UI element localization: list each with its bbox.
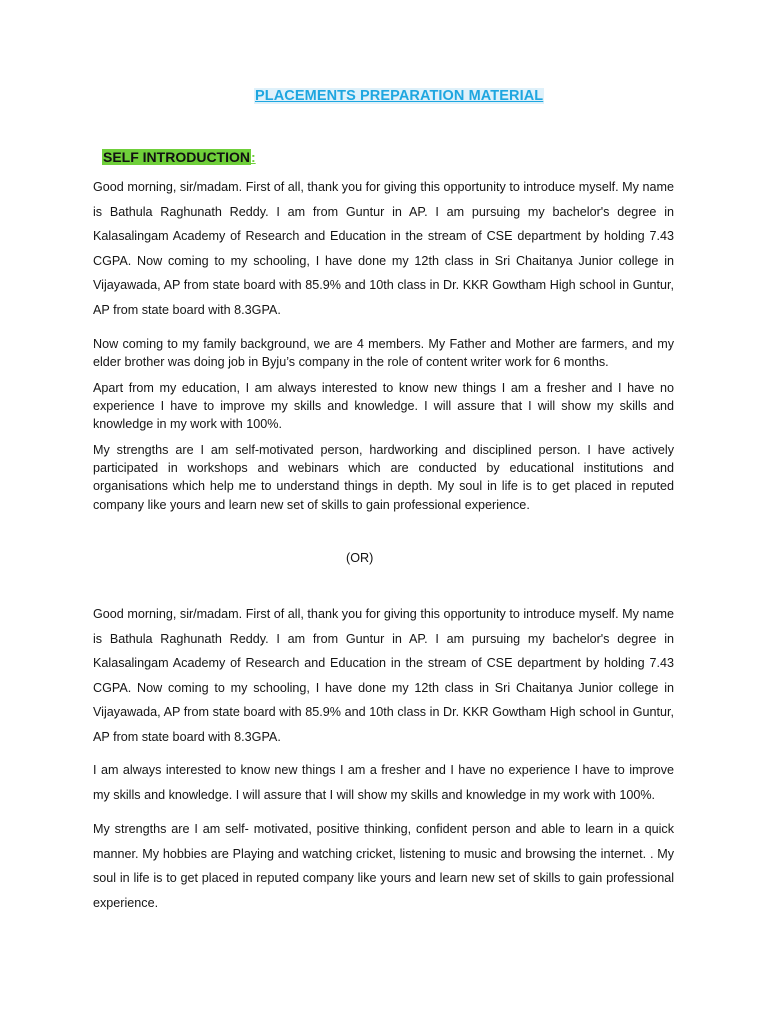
family-paragraph: Now coming to my family background, we are 4 members. My Father and Mother are farmers, and my elder brother was doing job in Byju’s company in the role of content writer work for 6 months.: [93, 337, 674, 370]
document-title: PLACEMENTS PREPARATION MATERIAL: [255, 88, 544, 104]
or-separator: (OR): [346, 551, 374, 565]
section-heading: [102, 149, 256, 165]
strengths-paragraph-1: My strengths are I am self-motivated person, hardworking and disciplined person. I have actively participated in workshops and webinars which are conducted by educational institutions and organisations which help me to understand things in depth. My soul in life is to get placed in reputed company like yours and learn new set of skills to gain professional experience.: [93, 443, 674, 512]
section-heading-colon: :: [251, 149, 256, 165]
section-heading-text: SELF INTRODUCTION: [103, 149, 250, 165]
interests-paragraph-1: Apart from my education, I am always interested to know new things I am a fresher and I have no experience I have to improve my skills and knowledge. I will assure that I will show my skills and knowledge in my work with 100%.: [93, 381, 674, 432]
strengths-paragraph-2: My strengths are I am self- motivated, positive thinking, confident person and able to learn in a quick manner. My hobbies are Playing and watching cricket, listening to music and browsing the internet. . My soul in life is to get placed in reputed company like yours and learn new set of skills to gain professional experience.: [93, 822, 674, 910]
intro-paragraph-2: Good morning, sir/madam. First of all, thank you for giving this opportunity to introduce myself. My name is Bathula Raghunath Reddy. I am from Guntur in AP. I am pursuing my bachelor's degree in Kalasalingam Academy of Research and Education in the stream of CSE department by holding 7.43 CGPA. Now coming to my schooling, I have done my 12th class in Sri Chaitanya Junior college in Vijayawada, AP from state board with 85.9% and 10th class in Dr. KKR Gowtham High school in Guntur, AP from state board with 8.3GPA.: [93, 607, 674, 744]
intro-paragraph-1: Good morning, sir/madam. First of all, thank you for giving this opportunity to introduce myself. My name is Bathula Raghunath Reddy. I am from Guntur in AP. I am pursuing my bachelor's degree in Kalasalingam Academy of Research and Education in the stream of CSE department by holding 7.43 CGPA. Now coming to my schooling, I have done my 12th class in Sri Chaitanya Junior college in Vijayawada, AP from state board with 85.9% and 10th class in Dr. KKR Gowtham High school in Guntur, AP from state board with 8.3GPA.: [93, 180, 674, 317]
interests-paragraph-2: I am always interested to know new things I am a fresher and I have no experience I have to improve my skills and knowledge. I will assure that I will show my skills and knowledge in my work with 100%.: [93, 763, 674, 802]
